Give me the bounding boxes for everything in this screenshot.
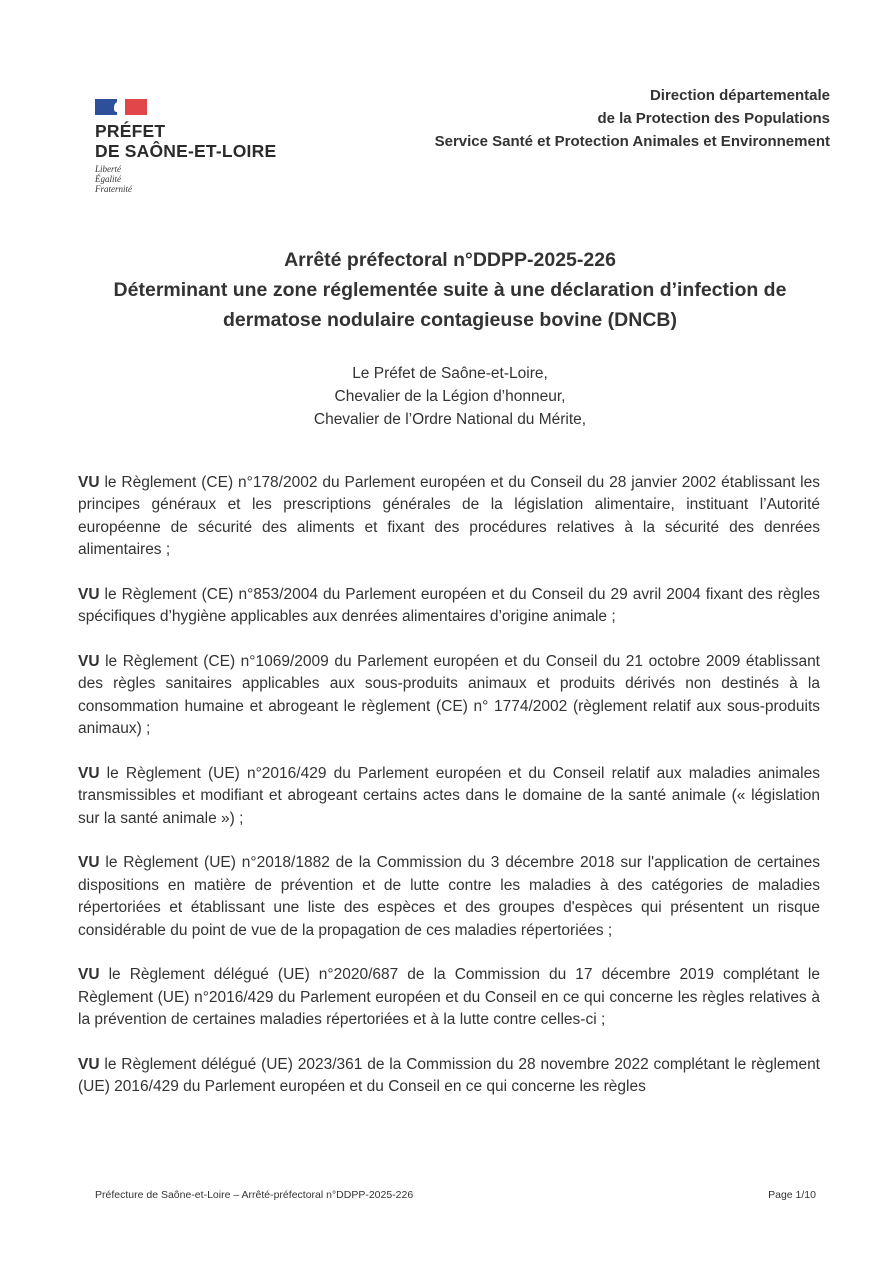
considerant-lead: VU — [78, 585, 100, 603]
prefecture-logo — [95, 98, 295, 194]
considerant-item — [78, 1054, 820, 1099]
page-number: Page 1/10 — [768, 1189, 816, 1201]
considerant-text: le Règlement (CE) n°1069/2009 du Parlement européen et du Conseil du 21 octobre 2009 établissant des règles sanitaires applicables aux sous-produits animaux et produits dérivés non destinés à la consommation humaine et abrogeant le règlement (CE) n° 1774/2002 (règlement relatif aux sous-produits animaux) ; — [78, 652, 820, 737]
motto-fraternite: Fraternité — [95, 184, 132, 194]
considerant-item — [78, 964, 820, 1032]
considerant-text: le Règlement (UE) n°2016/429 du Parlement européen et du Conseil relatif aux maladies animales transmissibles et modifiant et abrogeant certains actes dans le domaine de la santé animale (« législation sur la santé animale ») ; — [78, 764, 820, 827]
considerant-lead: VU — [78, 764, 100, 782]
document-title — [60, 245, 840, 335]
considerant-text: le Règlement (CE) n°853/2004 du Parlement européen et du Conseil du 29 avril 2004 fixant des règles spécifiques d’hygiène applicables aux denrées alimentaires d’origine animale ; — [78, 585, 820, 625]
republic-motto — [95, 164, 295, 194]
considerant-item — [78, 852, 820, 942]
decree-subject-line-1: Déterminant une zone réglementée suite à une déclaration d’infection de — [113, 279, 787, 301]
marianne-flag-icon — [95, 98, 147, 116]
considerant-lead: VU — [78, 652, 100, 670]
page-footer — [95, 1189, 832, 1201]
logo-line-department: DE SAÔNE-ET-LOIRE — [95, 141, 277, 161]
prefet-line-1: Le Préfet de Saône-et-Loire, — [352, 365, 548, 382]
considerants-list — [78, 456, 820, 1121]
motto-liberte: Liberté — [95, 164, 121, 174]
considerant-item — [78, 584, 820, 629]
logo-line-prefet: PRÉFET — [95, 121, 166, 141]
direction-line-3: Service Santé et Protection Animales et Environnement — [434, 133, 830, 150]
considerant-lead: VU — [78, 966, 100, 983]
direction-line-1: Direction départementale — [649, 87, 830, 104]
considerant-lead: VU — [78, 473, 100, 491]
considerant-text: le Règlement (CE) n°178/2002 du Parlement européen et du Conseil du 28 janvier 2002 établissant les principes généraux et les prescriptions générales de la législation alimentaire, instituant l’Autorité européenne de sécurité des aliments et fixant des procédures relatives à la sécurité des denrées alimentaires ; — [78, 473, 820, 558]
footer-reference: Préfecture de Saône-et-Loire – Arrêté-préfectoral n°DDPP-2025-226 — [95, 1189, 414, 1201]
considerant-lead: VU — [78, 854, 100, 871]
considerant-item — [78, 651, 820, 741]
prefet-line-2: Chevalier de la Légion d’honneur, — [334, 388, 566, 405]
decree-number: Arrêté préfectoral n°DDPP-2025-226 — [284, 249, 616, 271]
considerant-text: le Règlement délégué (UE) 2023/361 de la Commission du 28 novembre 2022 complétant le règlement (UE) 2016/429 du Parlement européen et du Conseil en ce qui concerne les règles — [78, 1055, 820, 1095]
considerant-text: le Règlement délégué (UE) n°2020/687 de la Commission du 17 décembre 2019 complétant le Règlement (UE) n°2016/429 du Parlement européen et du Conseil en ce qui concerne les règles relatives à la prévention de certaines maladies répertoriées et à la lutte contre celles-ci ; — [78, 966, 820, 1028]
considerant-text: le Règlement (UE) n°2018/1882 de la Commission du 3 décembre 2018 sur l'application de certaines dispositions en matière de prévention et de lutte contre les maladies à des catégories de maladies répertoriées et établissant une liste des espèces et des groupes d'espèces qui présentent un risque considérable du point de vue de la propagation de ces maladies répertoriées ; — [78, 854, 820, 939]
prefet-line-3: Chevalier de l’Ordre National du Mérite, — [313, 411, 587, 428]
considerant-item — [78, 472, 820, 562]
considerant-item — [78, 763, 820, 831]
prefet-titles — [280, 362, 620, 431]
decree-subject-line-2: dermatose nodulaire contagieuse bovine (DNCB) — [223, 309, 677, 331]
issuing-direction — [435, 84, 830, 153]
considerant-lead: VU — [78, 1055, 100, 1073]
motto-egalite: Égalité — [95, 174, 121, 184]
direction-line-2: de la Protection des Populations — [597, 110, 830, 127]
